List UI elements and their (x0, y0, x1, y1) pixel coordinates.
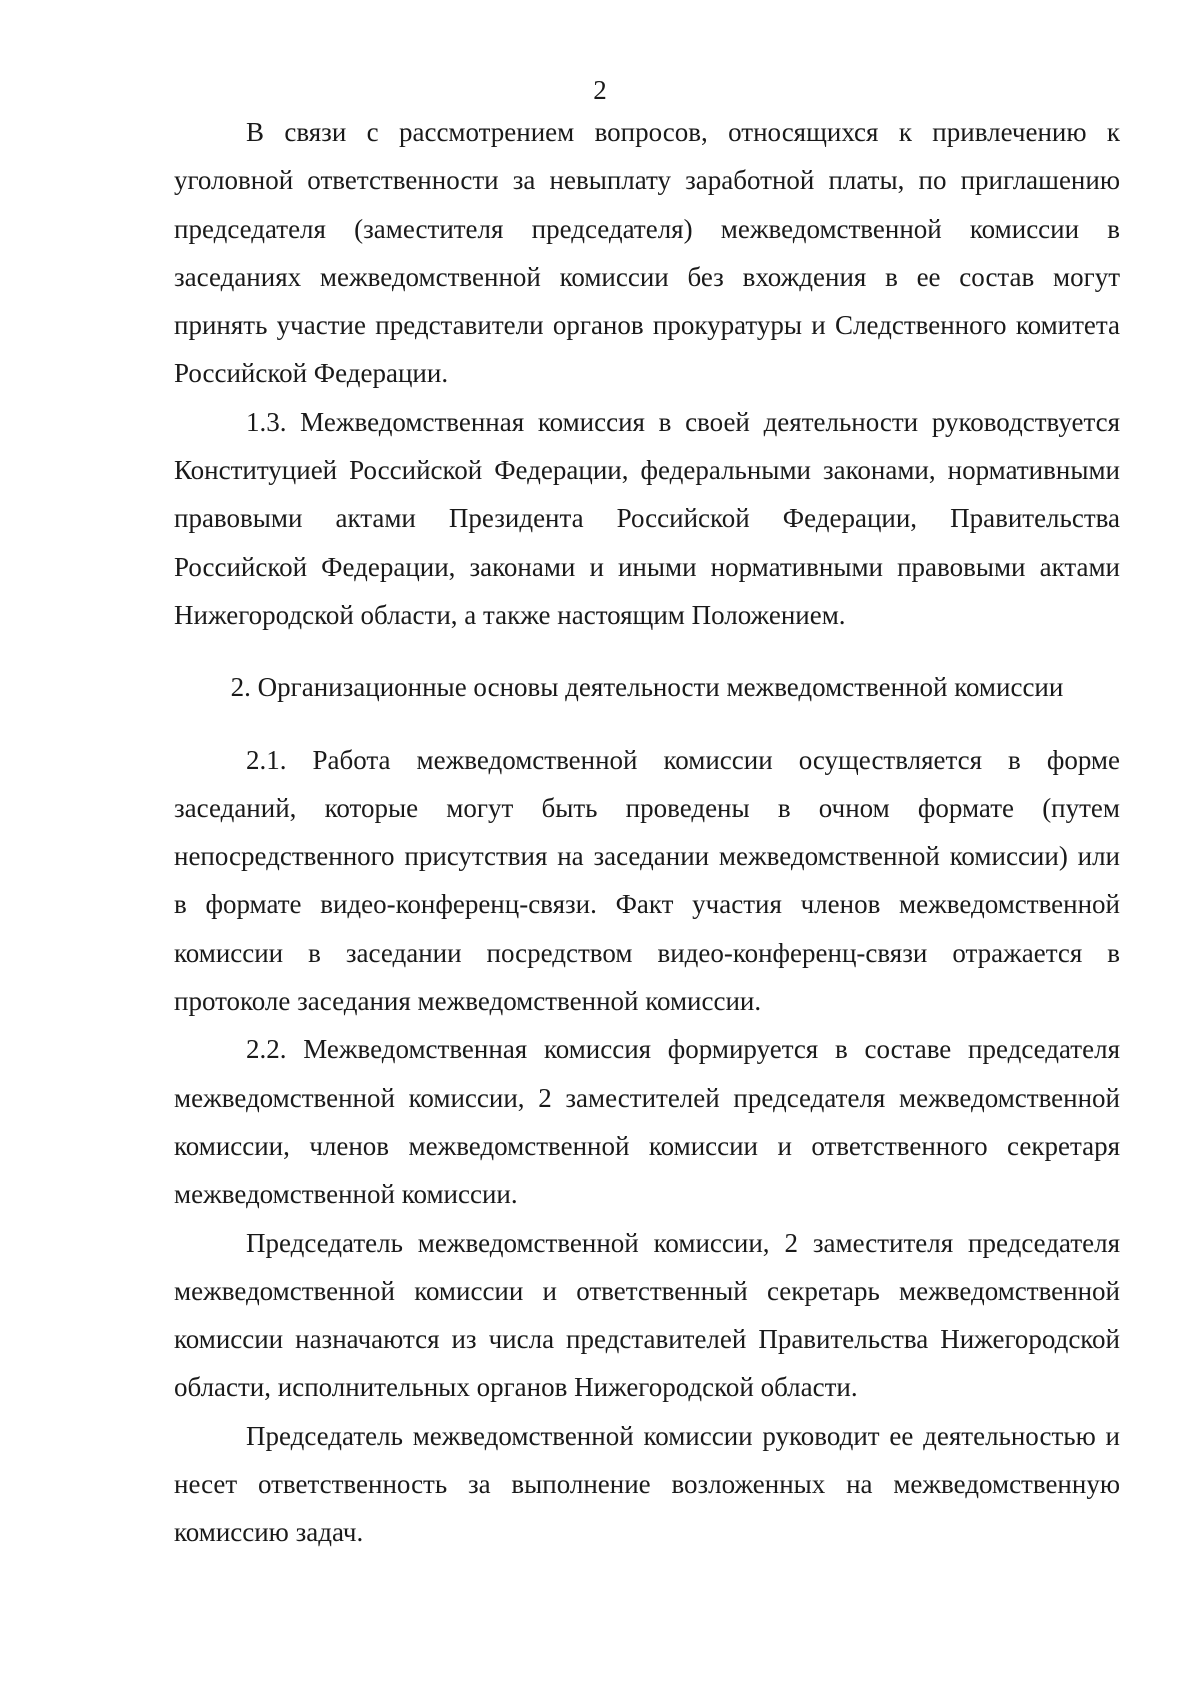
paragraph-prosecutor-participation: В связи с рассмотрением вопросов, относящихся к привлечению к уголовной ответственности за невыплату заработной платы, по приглашению председателя (заместителя председателя) межведомственной комиссии в заседаниях межведомственной комиссии без вхождения в ее состав могут принять участие представители органов прокуратуры и Следственного комитета Российской Федерации. (174, 117, 1120, 389)
page-number: 2 (593, 75, 607, 105)
paragraph-chair-appointment: Председатель межведомственной комиссии, 2 заместителя председателя межведомственной комиссии и ответственный секретарь межведомственной комиссии назначаются из числа представителей Правительства Нижегородской области, исполнительных органов Нижегородской области. (174, 1227, 1120, 1403)
document-body (174, 108, 1120, 1557)
section-heading-2: 2. Организационные основы деятельности межведомственной комиссии (230, 672, 1064, 703)
paragraph-1-3-legal-basis: 1.3. Межведомственная комиссия в своей деятельности руководствуется Конституцией Российской Федерации, федеральными законами, нормативными правовыми актами Президента Российской Федерации, Правительства Российской Федерации, законами и иными нормативными правовыми актами Нижегородской области, а также настоящим Положением. (174, 406, 1120, 630)
paragraph-chair-responsibility: Председатель межведомственной комиссии руководит ее деятельностью и несет ответственность за выполнение возложенных на межведомственную комиссию задач. (174, 1420, 1120, 1548)
paragraph-2-1-meeting-format: 2.1. Работа межведомственной комиссии осуществляется в форме заседаний, которые могут быть проведены в очном формате (путем непосредственного присутствия на заседании межведомственной комиссии) или в формате видео-конференц-связи. Факт участия членов межведомственной комиссии в заседании посредством видео-конференц-связи отражается в протоколе заседания межведомственной комиссии. (174, 744, 1120, 1017)
paragraph-2-2-composition: 2.2. Межведомственная комиссия формируется в составе председателя межведомственной комиссии, 2 заместителей председателя межведомственной комиссии, членов межведомственной комиссии и ответственного секретаря межведомственной комиссии. (174, 1034, 1120, 1210)
